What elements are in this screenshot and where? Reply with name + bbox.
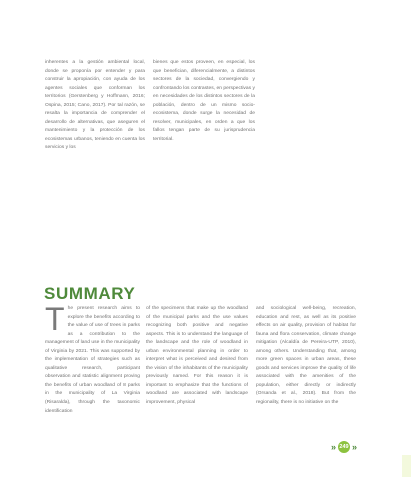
page-number-badge <box>338 441 350 453</box>
page-number: 249 <box>339 444 349 450</box>
double-chevron-up-icon: » <box>331 441 337 452</box>
summary-heading: SUMMARY <box>44 284 136 303</box>
page-footer <box>331 441 357 453</box>
side-tab-decoration <box>402 455 411 477</box>
double-chevron-down-icon: » <box>352 441 358 452</box>
summary-paragraph-1 <box>45 301 140 416</box>
top-left-paragraph: inherentes a la gestión ambiental local, donde se proponía por entender y para construir la apropiación, con ayuda de los agentes sociales que conforman los territorios (Gerstenberg y Hoffmann, 2016; Ospina, 2015; Cano, 2017). Por tal razón, se resalta la importancia de comprender el desarrollo de alternativas, que aseguren el mantenimiento y la protección de los ecosistemas urbanos, teniendo en cuenta los servicios y los <box>45 60 145 151</box>
top-left-column <box>45 59 145 153</box>
drop-cap: T <box>45 301 65 337</box>
summary-col1-text: he present research aims to explore the benefits according to the value of use of trees in parks as a contribution to the management of land use in the municipality of Virginia by 2021. This was supported by the implementation of strategies such as qualitative research, participant observation and statistic alignment proving the benefits of urban woodland of 8 parks in the municipality of La Virginia (Risaralda), through the taxonomic identification <box>45 306 140 414</box>
summary-column-2 <box>146 305 248 408</box>
top-right-paragraph: bienes que estos proveen, en especial, los que benefician, diferencialmente, a distintos sectores de la sociedad, convergiendo y confrontando los contrastes, en perspectivas y en necesidades de los distintos sectores de la población, dentro de un mismo socio-ecosistema, donde surge la necesidad de resolver, municipales, en orden a que los fallos tengan parte de su jurisprudencia territorial. <box>153 60 255 142</box>
summary-column-3 <box>256 305 356 408</box>
summary-paragraph-2: of the specimens that make up the woodland of the municipal parks and the use values recognizing both positive and negative aspects. This is to understand the language of the landscape and the role of woodland in urban environmental planning in order to interpret what is perceived and desired from the vision of the inhabitants of the municipality previously named. For this reason it is important to emphasize that the functions of woodland are associated with landscape improvement, physical <box>146 306 248 406</box>
summary-paragraph-3: and sociological well-being, recreation, education and rest, as well as its positive effects on air quality, provision of habitat for fauna and flora conservation, climate change mitigation (Alcaldía de Pereira-UTP, 2010), among others. Understanding that, among more green spaces in urban areas, these goods and services improve the quality of life associated with the amenities of the population, either directly or indirectly (Orsanda et al., 2018). But from the regionality, there is no initiative on the <box>256 306 356 406</box>
summary-column-1 <box>45 301 140 416</box>
top-right-column <box>153 59 255 144</box>
